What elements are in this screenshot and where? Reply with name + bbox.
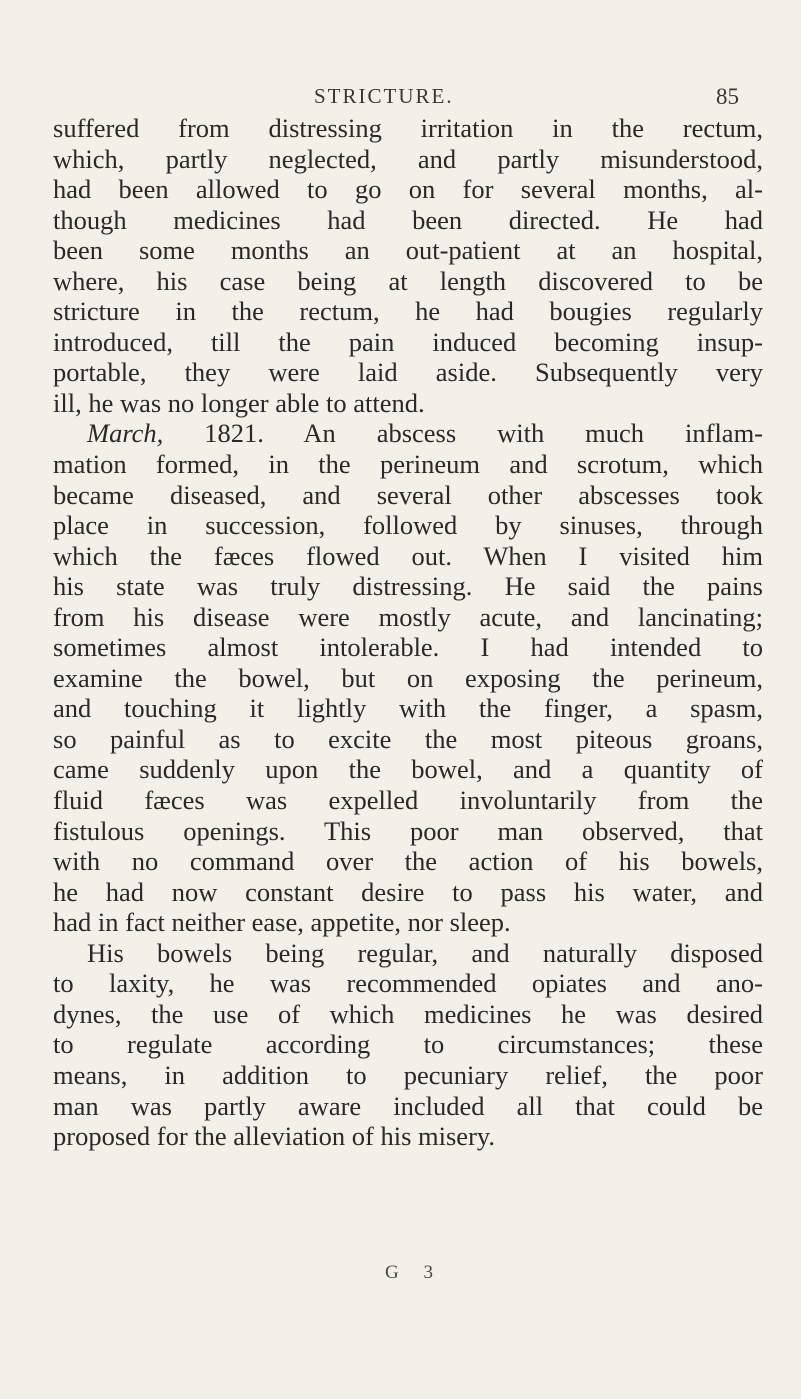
text-line: from his disease were mostly acute, and lancinating; — [53, 601, 763, 632]
text-line: sometimes almost intolerable. I had intended to — [53, 632, 763, 663]
text-line: suffered from distressing irritation in the rectum, — [53, 113, 763, 143]
text-line: stricture in the rectum, he had bougies regularly — [53, 296, 763, 327]
text-line: means, in addition to pecuniary relief, the poor — [53, 1059, 763, 1090]
text-line: where, his case being at length discovered to be — [53, 265, 763, 296]
text-line: his state was truly distressing. He said the pains — [53, 571, 763, 602]
text-line: so painful as to excite the most piteous groans, — [53, 723, 763, 754]
text-line: had been allowed to go on for several months, al- — [53, 174, 763, 205]
text-line: came suddenly upon the bowel, and a quantity of — [53, 754, 763, 785]
text-line: to laxity, he was recommended opiates and ano- — [53, 968, 763, 999]
page-number: 85 — [716, 84, 739, 109]
text-line: introduced, till the pain induced becoming insup- — [53, 326, 763, 357]
text-line: man was partly aware included all that could be — [53, 1090, 763, 1121]
text-line: examine the bowel, but on exposing the perineum, — [53, 662, 763, 693]
text-line: which, partly neglected, and partly misunderstood, — [53, 143, 763, 174]
text-line: had in fact neither ease, appetite, nor sleep. — [53, 907, 511, 938]
text-line: dynes, the use of which medicines he was desired — [53, 998, 763, 1029]
text-line: fistulous openings. This poor man observed, that — [53, 815, 763, 846]
text-line: became diseased, and several other abscesses took — [53, 479, 763, 510]
text-line: he had now constant desire to pass his water, and — [53, 876, 763, 907]
text-line-dated — [53, 418, 763, 449]
text-line: His bowels being regular, and naturally disposed — [87, 937, 763, 968]
text-line: which the fæces flowed out. When I visited him — [53, 540, 763, 571]
text-line: though medicines had been directed. He had — [53, 204, 763, 235]
text-line: ill, he was no longer able to attend. — [53, 387, 425, 418]
signature-mark: G 3 — [385, 1262, 443, 1283]
text-line: mation formed, in the perineum and scrotum, which — [53, 449, 763, 480]
text-line: portable, they were laid aside. Subsequently very — [53, 357, 763, 388]
text-line: place in succession, followed by sinuses, through — [53, 510, 763, 541]
dated-line-text: 1821. An abscess with much inflam- — [204, 418, 764, 449]
date-label: March, — [87, 418, 164, 449]
text-line: to regulate according to circumstances; these — [53, 1029, 763, 1060]
running-head — [0, 84, 801, 114]
text-line: proposed for the alleviation of his misery. — [53, 1121, 496, 1152]
body-text — [53, 113, 763, 1152]
text-line: and touching it lightly with the finger, a spasm, — [53, 693, 763, 724]
text-line: with no command over the action of his bowels, — [53, 846, 763, 877]
text-line: fluid fæces was expelled involuntarily from the — [53, 785, 763, 816]
running-title: STRICTURE. — [314, 84, 454, 108]
text-line: been some months an out-patient at an hospital, — [53, 235, 763, 266]
